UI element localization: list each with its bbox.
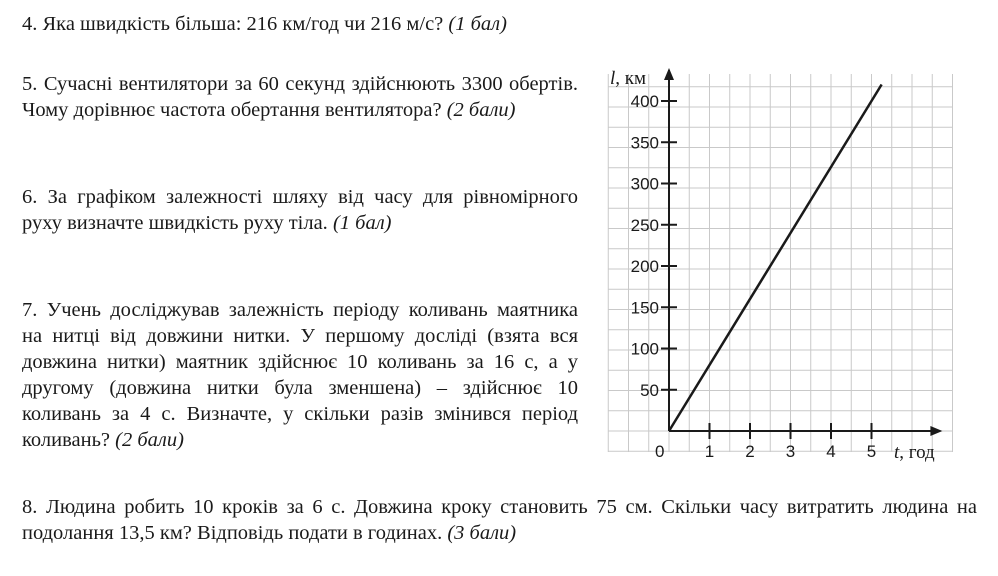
x-axis-unit: , год (899, 442, 935, 463)
problem-7-text: 7. Учень досліджував залежність періоду коливань маятника на нитці від довжини нитки. У першому досліді (взята вся довжина нитки) маятник здійснює 10 коливань за 16 с, а у другому (довжина нитки була зменшена) – здійснює 10 коливань за 4 с. Визначте, у скільки разів змінився період коливань? (22, 299, 578, 451)
problem-7-points: (2 бали) (115, 429, 184, 451)
y-axis-variable: l (610, 68, 616, 89)
y-tick-label: 200 (630, 257, 659, 276)
chart-series (669, 85, 882, 432)
y-tick-label: 50 (640, 380, 659, 400)
problem-4 (22, 11, 622, 37)
y-tick-label: 300 (630, 174, 659, 194)
distance-line (669, 85, 882, 432)
problem-6-text: 6. За графіком залежності шляху від часу для рівномірного руху визначте швидкість руху тіла. (22, 186, 578, 234)
problem-6-points: (1 бал) (332, 212, 392, 234)
problem-7 (22, 297, 578, 453)
problem-5 (22, 71, 578, 123)
y-tick-label: 100 (630, 339, 659, 359)
origin-label: 0 (655, 442, 665, 461)
x-tick-label: 1 (704, 442, 715, 461)
y-axis-label (610, 68, 646, 89)
x-tick-label: 3 (785, 442, 796, 461)
problem-5-points: (2 бали) (446, 99, 516, 121)
y-axis-unit: , км (615, 68, 647, 89)
y-axis-arrow (664, 68, 674, 80)
x-tick-label: 5 (866, 442, 877, 461)
y-tick-label: 350 (630, 133, 659, 153)
problem-4-points: (1 бал) (448, 13, 507, 35)
x-axis-arrow (930, 426, 942, 436)
y-tick-label: 400 (630, 92, 659, 111)
x-tick-label: 2 (745, 442, 755, 461)
problem-5-text: 5. Сучасні вентилятори за 60 секунд здійснюють 3300 обертів. Чому дорівнює частота обертання вентилятора? (22, 73, 578, 121)
chart-axes (664, 68, 942, 436)
problem-4-text: 4. Яка швидкість більша: 216 км/год чи 216 м/с? (22, 13, 444, 35)
problem-8 (22, 494, 977, 546)
y-tick-label: 250 (630, 215, 659, 235)
problem-8-text: 8. Людина робить 10 кроків за 6 с. Довжина кроку становить 75 см. Скільки часу витратить людина на подолання 13,5 км? Відповідь подати в годинах. (22, 496, 977, 544)
chart-grid (608, 74, 953, 452)
y-tick-label: 150 (630, 298, 659, 318)
x-axis-label (894, 442, 935, 463)
x-tick-label: 4 (826, 442, 836, 461)
distance-time-graph (598, 62, 973, 472)
problem-6 (22, 184, 578, 236)
x-axis-variable: t (894, 442, 900, 463)
problem-8-points: (3 бали) (447, 522, 517, 544)
